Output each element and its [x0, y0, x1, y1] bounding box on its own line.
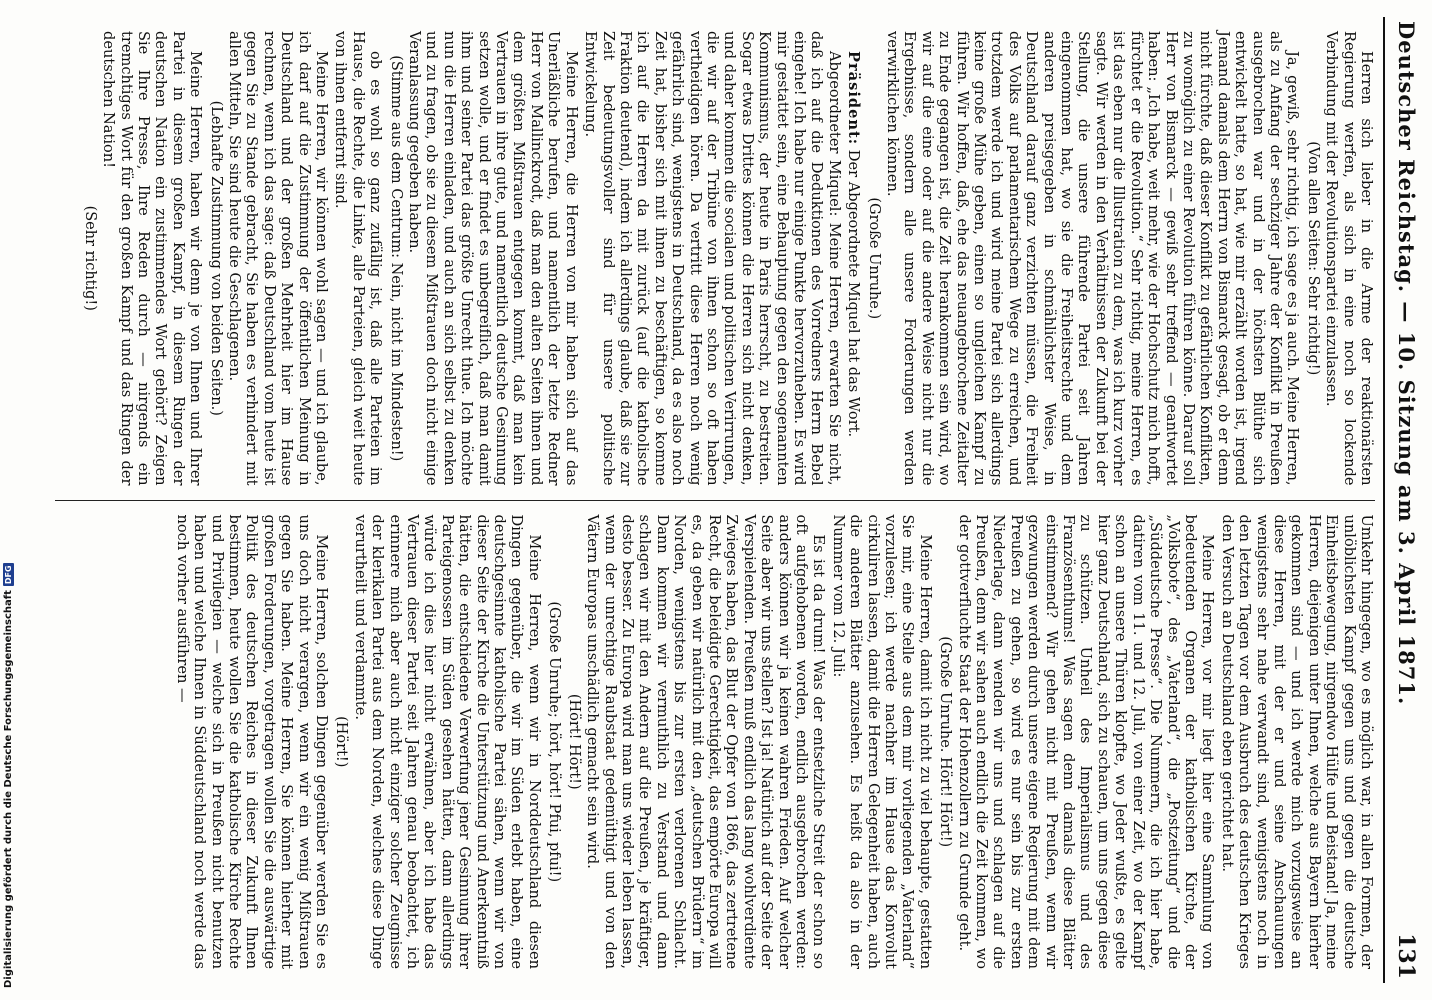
- right-column: [55, 501, 1375, 984]
- reaction-line: (Große Unruhe. Hört! Hört!): [937, 636, 954, 848]
- reaction-line: (Sehr richtig!): [81, 205, 98, 311]
- reaction-line: (Große Unruhe; hört, hört! Pfui, pfui!): [546, 601, 563, 883]
- body-paragraph: Abgeordneter Miquel: Meine Herren, erwarten Sie nicht, daß ich auf die Deduktionen des Vorredners Herrn Bebel eingehe! Ich habe nur einige Punkte hervorzuheben. Es wird mir gestattet sein, eine Behauptung gegen den sogenannten Kommunismus, der heute in Paris herrscht, zu bestreiten. Sogar etwas Drittes können die Herren sich nicht denken, und daher kommen die socialen und politischen Verirrungen, die wir auf der Tribüne von ihnen schon so oft haben vertheidigen hören. Da vertritt diese Herren noch wenig gefährlich sind, wenigstens in Deutschland, da es also noch Zeit hat, bisher sich mit ihnen zu beschäftigen, so komme ich auf die Herren da mit zurück (auf die katholische Fraktion deutend), indem ich allerdings glaube, daß sie zur Zeit bedeutungsvoller sind für unsere politische Entwickelung.: [582, 31, 843, 486]
- page-header: [1383, 17, 1419, 983]
- body-paragraph: Meine Herren, wir können wohl sagen — und ich glaube, ich darf auf die Zustimmung der öffentlichen Meinung in Deutschland und der großen Mehrheit hier im Hause rechnen, wenn ich das sage: daß Deutschland vom heute ist gegen Sie zu Stande gebracht, Sie haben es verhindert mit allen Mitteln, Sie sind heute die Geschlagenen.: [226, 31, 331, 486]
- newspaper-page: [45, 5, 1425, 995]
- body-paragraph: Herren sich lieber in die Arme der reaktionärsten Regierung werfen, als sich in eine noch so lockende Verbindung mit der Revolutionspartei einzulassen.: [1323, 31, 1375, 486]
- digitization-credit-text: Digitalisierung gefördert durch die Deutsche ForschungsgemeinschaftDFG: [3, 565, 14, 988]
- speaker-text: Der Abgeordnete Miquel hat das Wort.: [845, 149, 863, 438]
- dfg-logo: DFG: [4, 565, 13, 585]
- body-paragraph: Ja, gewiß, sehr richtig, ich sage es ja auch. Meine Herren, als zu Anfang der sechziger Jahre der Konflikt in Preußen ausgebrochen war und in der höchsten Blüthe sich entwickelt hatte, so hat, wie mir erzählt worden ist, irgend Jemand damals dem Herrn von Bismarck gesagt, ob er denn nicht fürchte, daß dieser Konflikt zu gefährlichen Konflikten, zu womöglich zu einer Revolution führen könne. Darauf soll Herr von Bismarck — gewiß sehr treffend — geantwortet haben: „Ich habe, weit mehr, wie der Hochschutz mich hofft, fürchtet er die Revolution.“ Sehr richtig, meine Herren, es ist das eben nur die Illustration zu dem, was ich kurz vorher sagte. Wir werden in den Verhältnissen der Zukunft bei der Stellung, die unsere führende Partei seit Jahren eingenommen hat, wo sie die Freiheitsrechte und dem anderen preisgegeben in schmählichster Weise, in Deutschland darauf ganz verzichten müssen, die Freiheit des Volks auf parlamentarischem Wege zu erreichen, und trotzdem werde ich und wird meine Partei sich allerdings keine große Mühe geben, einen so ungleichen Kampf zu führen. Wir hoffen, daß, ehe das neuangebrochene Zeitalter zu Ende gegangen ist, die Zeit herankommen sein wird, wo wir auf die eine oder auf die andere Weise nicht nur die Ergebnisse, sondern alle unsere Forderungen werden verwirklichen können.: [884, 31, 1302, 486]
- reaction-line: (Hört!): [333, 716, 350, 768]
- reaction-line: (Große Unruhe.): [865, 197, 882, 320]
- speaker-paragraph: [845, 31, 862, 486]
- body-paragraph: Es ist da drum! Was der entsetzliche Streit der schon so oft aufgehobenen worden, endlich ausgebrochen werden: anders können wir ja keinen wahren Frieden. Auf welcher Seite aber wir uns stellen? Ist ja! Natürlich auf der Seite der Verspielenden. Preußen muß endlich das lang wohlverdiente Zwieges haben, das Blut der Opfer von 1866, das zertretene Recht, die beleidigte Gerechtigkeit, das empörte Europa will es, da geben wir natürlich mit den „deutschen Brüdern“ im Norden, wenigstens bis zur ersten verlorenen Schlacht. Dann kommen wir vermuthlich zu Verstand und dann schlagen wir mit den Andern auf die Preußen, je kräftiger, desto besser. Zu Europa wird man uns wieder leben lassen, wenn der unrechtige Raubstaat gedemüthigt und von den Vätern Europas unschädlich gemacht sein wird.: [584, 514, 828, 969]
- digitization-credit: [2, 565, 16, 998]
- speaker-name: Präsident:: [845, 51, 863, 146]
- body-paragraph: Meine Herren, damit ich nicht zu viel behaupte, gestatten Sie mir, eine Stelle aus dem mir vorliegenden „Vaterland“ vorzulesen; ich werde nachher im Hause das Konvolut cirkuliren lassen, damit die Herren Gelegenheit haben, auch die anderen Blätter anzusehen. Es heißt da also in der Nummer vom 12. Juli:: [829, 514, 934, 969]
- body-paragraph: Meine Herren, solchen Dingen gegenüber werden Sie es uns doch nicht verargen, wenn wir ein wenig Mißtrauen gegen Sie haben. Meine Herren, Sie können hierher mit großen Forderungen, vorgetragen wollen Sie die auswärtige Politik des deutschen Reiches in dieser Zukunft Ihnen bestimmen, heute wollen Sie die katholische Kirche Rechte und Privilegien — welche sich in Preußen nicht benutzen haben und welche Ihnen in Süddeutschland noch werde das noch vorher ausführen —: [173, 514, 331, 969]
- reaction-line: (Lebhafte Zustimmung von beiden Seiten.): [207, 100, 224, 416]
- page-number: 131: [1393, 933, 1419, 979]
- left-column: [55, 17, 1375, 500]
- body-paragraph: ob es wohl so ganz zufällig ist, daß alle Parteien im Hause, die Rechte, die Linke, alle Parteien, gleich weit heute von ihnen entfernt sind.: [332, 31, 385, 486]
- reaction-line: (Hört! Hört!): [565, 693, 582, 790]
- reaction-line: (Von allen Seiten: Sehr richtig!): [1304, 141, 1321, 376]
- body-paragraph: Meine Herren, die Herren von mir haben sich auf das Unerläßliche berufen, und namentlich der letzte Redner Herr von Mallinckrodt, daß man den alten Seiten ihnen und dem größten Mißtrauen entgegen kommt, daß man kein Vertrauen in ihre gute, und namentlich deutsche Gesinnung setzen wolle, und er findet es unbegreiflich, daß man damit ihm und seiner Partei das größte Unrecht thue. Ich möchte nun die Herren einladen, und auch an sich selbst zu denken und zu fragen, ob sie zu diesem Mißtrauen doch nicht einige Veranlassung gegeben haben.: [406, 31, 580, 486]
- page-title: Deutscher Reichstag. — 10. Sitzung am 3. April 1871.: [1394, 21, 1419, 706]
- text-columns: [55, 17, 1375, 983]
- body-paragraph: Umkehr hingegen, wo es möglich war, in allen Formen, der unlöblichsten Kampf gegen uns und gegen die deutsche Einheitsbewegung, nirgendwo Hülfe und Beistand! Ja, meine Herren, diejenigen unter Ihnen, welche aus Bayern hierher gekommen sind — und ich werde mich vorzugsweise an diese Herren, mit der er und seine Anschauungen wenigstens sehr nahe verwandt sind, wenigstens noch in den letzten Tagen vor dem Ausbruch des deutschen Krieges den Versuch an Deutschland eben gerichtet hat.: [1218, 514, 1375, 969]
- body-paragraph: Meine Herren, haben wir denn je von Ihnen und Ihrer Partei in diesem großen Kampf, in diesem Ringen der deutschen Nation ein zustimmendes Wort gehört? Zeigen Sie Ihre Presse, Ihre Reden durch — nirgends ein tremchtiges Wort für den großen Kampf und das Ringen der deutschen Nation!: [100, 31, 205, 486]
- reaction-line: (Stimme aus dem Centrum: Nein, nicht im Mindesten!): [387, 55, 404, 462]
- body-paragraph: Meine Herren, wenn wir in Norddeutschland diesen Dingen gegenüber, die wir im Süden erlebt haben, eine deutschgesinnte katholische Partei sähen, wenn wir von dieser Seite der Kirche die Unterstützung und Anerkenntniß hätten, die entschiedene Verwerfung jener Gesinnung ihrer Parteigenossen im Süden gesehen hätten, dann allerdings würde ich dies hier nicht erwähnen, aber ich habe das Vertrauen dieser Partei seit Jahren genau beobachtet, ich erinnere mich aber auch nicht einziger solcher Zeugnisse der klerikalen Partei aus dem Norden, welches diese Dinge verurtheilt und verdammte.: [351, 514, 543, 969]
- body-paragraph: Meine Herren, vor mir liegt hier eine Sammlung von bedeutenden Organen der katholischen Kirche, der „Volksbote“, des „Vaterland“, die „Postzeitung“ und die „Süddeutsche Presse“. Die Nummern, die ich hier habe, datiren vom 11. und 12. Juli, von einer Zeit, wo der Kampf schon an unsere Thüren klopfte, wo Jeder wußte, es gelte hier ganz Deutschland, sich zu schauen, um uns gegen diese zu schützen. Unheil des Imperialismus und des Französenthums! Was sagen denn damals diese Blätter einstimmend? Wir gehen nicht mit Preußen, wenn wir gezwungen werden durch unsere eigene Regierung mit dem Preußen zu gehen, so wird es nur sein bis zur ersten Niederlage, dann wenden wir uns und schlagen auf die Preußen, denn wir sahen auch endlich die Zeit kommen, wo der gottverfluchte Staat der Hohenzollern zu Grunde geht.: [955, 514, 1217, 969]
